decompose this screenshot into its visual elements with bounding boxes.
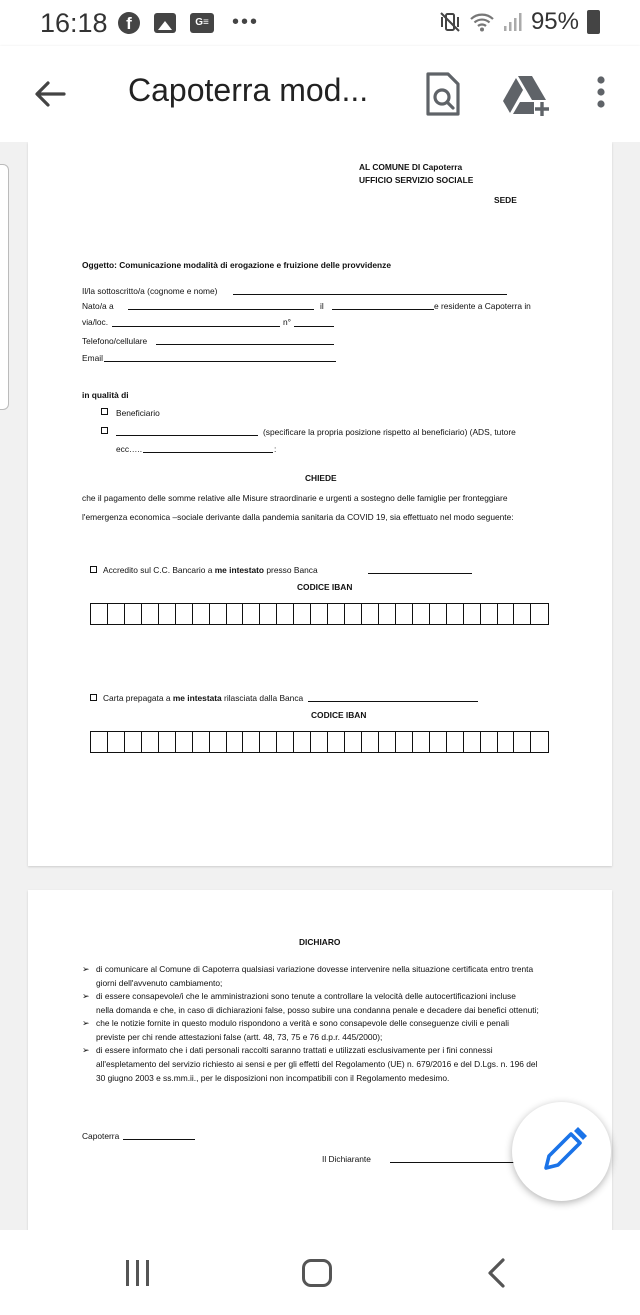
dichiaro-item-2-line-1: di essere consapevole/i che le amministrazioni sono tenute a controllare la velocità delle autocertificazioni incluse [96, 991, 516, 1001]
sottoscritto-label: Il/la sottoscritto/a (cognome e nome) [82, 286, 218, 296]
gallery-icon [154, 13, 176, 33]
iban-cell[interactable] [311, 732, 328, 752]
iban-cell[interactable] [396, 732, 413, 752]
find-in-doc-button[interactable] [420, 70, 464, 118]
codice-iban-label-1: CODICE IBAN [297, 582, 353, 592]
iban-cell[interactable] [345, 604, 362, 624]
sede-label: SEDE [494, 195, 517, 205]
carta-text: Carta prepagata a me intestata rilasciata dalla Banca [103, 693, 304, 703]
qualita-label: in qualità di [82, 390, 129, 400]
edit-fab-button[interactable] [512, 1102, 611, 1201]
accredito-checkbox[interactable] [90, 566, 97, 573]
dichiaro-item-1-line-1: di comunicare al Comune di Capoterra qualsiasi variazione dovesse intervenire nella situazione certificata entro trenta [96, 964, 534, 974]
facebook-icon: f [118, 12, 140, 34]
iban-cell[interactable] [159, 604, 176, 624]
signal-icon [503, 11, 523, 33]
oggetto-heading: Oggetto: Comunicazione modalità di erogazione e fruizione delle provvidenze [82, 260, 391, 270]
iban-cell[interactable] [243, 732, 260, 752]
birthplace-field-line [128, 309, 314, 310]
iban-cell[interactable] [142, 604, 159, 624]
iban-cell[interactable] [379, 604, 396, 624]
bank-name-field-line [368, 573, 472, 574]
beneficiario-checkbox[interactable] [101, 408, 108, 415]
recents-button[interactable] [124, 1260, 152, 1286]
status-bar [0, 0, 640, 46]
status-time: 16:18 [40, 8, 108, 38]
iban-cell[interactable] [108, 604, 125, 624]
iban-cell[interactable] [210, 732, 227, 752]
email-field-line [104, 361, 336, 362]
back-button[interactable] [28, 72, 72, 116]
iban-cell[interactable] [413, 604, 430, 624]
colon-text: : [274, 444, 277, 454]
bullet-arrow-icon: ➢ [82, 991, 90, 1001]
document-title: Capoterra mod... [128, 72, 369, 108]
iban-cell[interactable] [311, 604, 328, 624]
dichiaro-item-4-line-1: di essere informato che i dati personali raccolti saranno trattati e utilizzati esclusivamente per i fini connessi [96, 1045, 493, 1055]
iban-cell[interactable] [91, 604, 108, 624]
iban-cell[interactable] [277, 732, 294, 752]
iban-cell[interactable] [243, 604, 260, 624]
signature-field-line [390, 1162, 520, 1163]
other-role-checkbox[interactable] [101, 427, 108, 434]
iban-cell[interactable] [345, 732, 362, 752]
iban-cell[interactable] [193, 732, 210, 752]
residente-label: e residente a Capoterra in [434, 301, 531, 311]
iban-cell[interactable] [125, 732, 142, 752]
dichiaro-item-2-line-2: nella domanda e che, in caso di dichiarazioni false, posso subire una condanna penale e decadere dai benefici ottenuti; [96, 1005, 539, 1015]
iban-cell[interactable] [430, 732, 447, 752]
dichiaro-item-4-line-2: all'espletamento del servizio richiesto ai sensi e per gli effetti del Regolamento (UE) n. 679/2016 e del D.Lgs. n. 196 del [96, 1059, 538, 1069]
iban-cell[interactable] [108, 732, 125, 752]
beneficiario-label: Beneficiario [116, 408, 160, 418]
email-label: Email [82, 353, 103, 363]
dichiaro-item-3-line-1: che le notizie fornite in questo modulo rispondono a verità e sono consapevole delle conseguenze civili e penali [96, 1018, 509, 1028]
system-icons [439, 8, 600, 36]
codice-iban-label-2: CODICE IBAN [311, 710, 367, 720]
battery-level: 95% [530, 8, 579, 35]
iban-cell[interactable] [447, 604, 464, 624]
iban-cell[interactable] [464, 604, 481, 624]
iban-cell[interactable] [531, 604, 548, 624]
iban-cell[interactable] [142, 732, 159, 752]
battery-icon [587, 10, 600, 34]
role-continuation-line [143, 452, 273, 453]
iban-cell[interactable] [260, 732, 277, 752]
card-bank-field-line [308, 701, 478, 702]
iban-cell[interactable] [176, 604, 193, 624]
app-bar [0, 46, 640, 142]
numero-label: n° [283, 317, 292, 327]
add-to-drive-button[interactable] [502, 70, 552, 118]
dichiarante-label: Il Dichiarante [322, 1154, 371, 1164]
scroll-handle[interactable] [0, 164, 9, 410]
iban-cell[interactable] [514, 604, 531, 624]
capoterra-label: Capoterra [82, 1131, 120, 1141]
chiede-paragraph-line-1: che il pagamento delle somme relative alle Misure straordinarie e urgenti a sostegno delle famiglie per fronteggiare [82, 493, 508, 503]
phone-field-line [156, 344, 334, 345]
iban-cell[interactable] [159, 732, 176, 752]
bullet-arrow-icon: ➢ [82, 964, 90, 974]
iban-cell[interactable] [498, 732, 515, 752]
document-viewer[interactable] [0, 142, 640, 1230]
notification-icons [118, 11, 259, 34]
iban-cell[interactable] [277, 604, 294, 624]
dichiaro-item-1-line-2: giorni dell'avvenuto cambiamento; [96, 978, 223, 988]
iban-cell[interactable] [362, 604, 379, 624]
bullet-arrow-icon: ➢ [82, 1018, 90, 1028]
iban-cell[interactable] [328, 732, 345, 752]
accredito-text: Accredito sul C.C. Bancario a me intestato presso Banca [103, 565, 318, 575]
name-field-line [233, 294, 507, 295]
document-page-1 [28, 142, 612, 866]
system-nav-bar [0, 1230, 640, 1315]
iban-grid-2[interactable] [90, 731, 549, 753]
birthdate-field-line [332, 309, 434, 310]
addressee-line-2: UFFICIO SERVIZIO SOCIALE [359, 175, 474, 185]
iban-cell[interactable] [531, 732, 548, 752]
edit-pencil-icon [512, 1102, 611, 1201]
iban-cell[interactable] [481, 604, 498, 624]
home-button[interactable] [302, 1259, 332, 1287]
telefono-label: Telefono/cellulare [82, 336, 148, 346]
iban-cell[interactable] [260, 604, 277, 624]
iban-cell[interactable] [362, 732, 379, 752]
wifi-icon [469, 11, 495, 33]
iban-cell[interactable] [227, 604, 244, 624]
carta-checkbox[interactable] [90, 694, 97, 701]
iban-cell[interactable] [498, 604, 515, 624]
iban-cell[interactable] [210, 604, 227, 624]
house-number-field-line [294, 326, 334, 327]
ecc-text: ecc….. [116, 444, 143, 454]
news-icon: G≡ [190, 13, 214, 33]
iban-cell[interactable] [396, 604, 413, 624]
chiede-paragraph-line-2: l'emergenza economica –sociale derivante dalla pandemia sanitaria da COVID 19, sia effettuato nel modo seguente: [82, 512, 514, 522]
role-field-line [116, 435, 258, 436]
iban-cell[interactable] [91, 732, 108, 752]
dichiaro-heading: DICHIARO [299, 937, 341, 947]
iban-cell[interactable] [176, 732, 193, 752]
chiede-heading: CHIEDE [305, 473, 337, 483]
dichiaro-item-4-line-3: 30 giugno 2003 e ss.mm.ii., per le disposizioni non incompatibili con il Regolamento medesimo. [96, 1073, 450, 1083]
iban-cell[interactable] [227, 732, 244, 752]
via-label: via/loc. [82, 317, 109, 327]
il-label: il [320, 301, 324, 311]
more-notifications-icon: ••• [232, 11, 260, 33]
iban-cell[interactable] [464, 732, 481, 752]
iban-cell[interactable] [294, 732, 311, 752]
nato-label: Nato/a a [82, 301, 114, 311]
iban-cell[interactable] [481, 732, 498, 752]
iban-cell[interactable] [514, 732, 531, 752]
iban-cell[interactable] [294, 604, 311, 624]
nav-back-button[interactable] [484, 1258, 508, 1288]
address-field-line [112, 326, 280, 327]
specificare-text: (specificare la propria posizione rispetto al beneficiario) (ADS, tutore [263, 427, 516, 437]
addressee-line-1: AL COMUNE DI Capoterra [359, 162, 463, 172]
date-field-line [123, 1139, 195, 1140]
iban-grid-1[interactable] [90, 603, 549, 625]
iban-cell[interactable] [447, 732, 464, 752]
iban-cell[interactable] [379, 732, 396, 752]
iban-cell[interactable] [328, 604, 345, 624]
bullet-arrow-icon: ➢ [82, 1045, 90, 1055]
iban-cell[interactable] [413, 732, 430, 752]
more-options-button[interactable] [588, 70, 614, 118]
iban-cell[interactable] [430, 604, 447, 624]
vibrate-mute-icon [439, 11, 461, 33]
iban-cell[interactable] [125, 604, 142, 624]
dichiaro-item-3-line-2: previste per chi rende attestazioni false (artt. 48, 73, 75 e 76 d.p.r. 445/2000); [96, 1032, 383, 1042]
iban-cell[interactable] [193, 604, 210, 624]
